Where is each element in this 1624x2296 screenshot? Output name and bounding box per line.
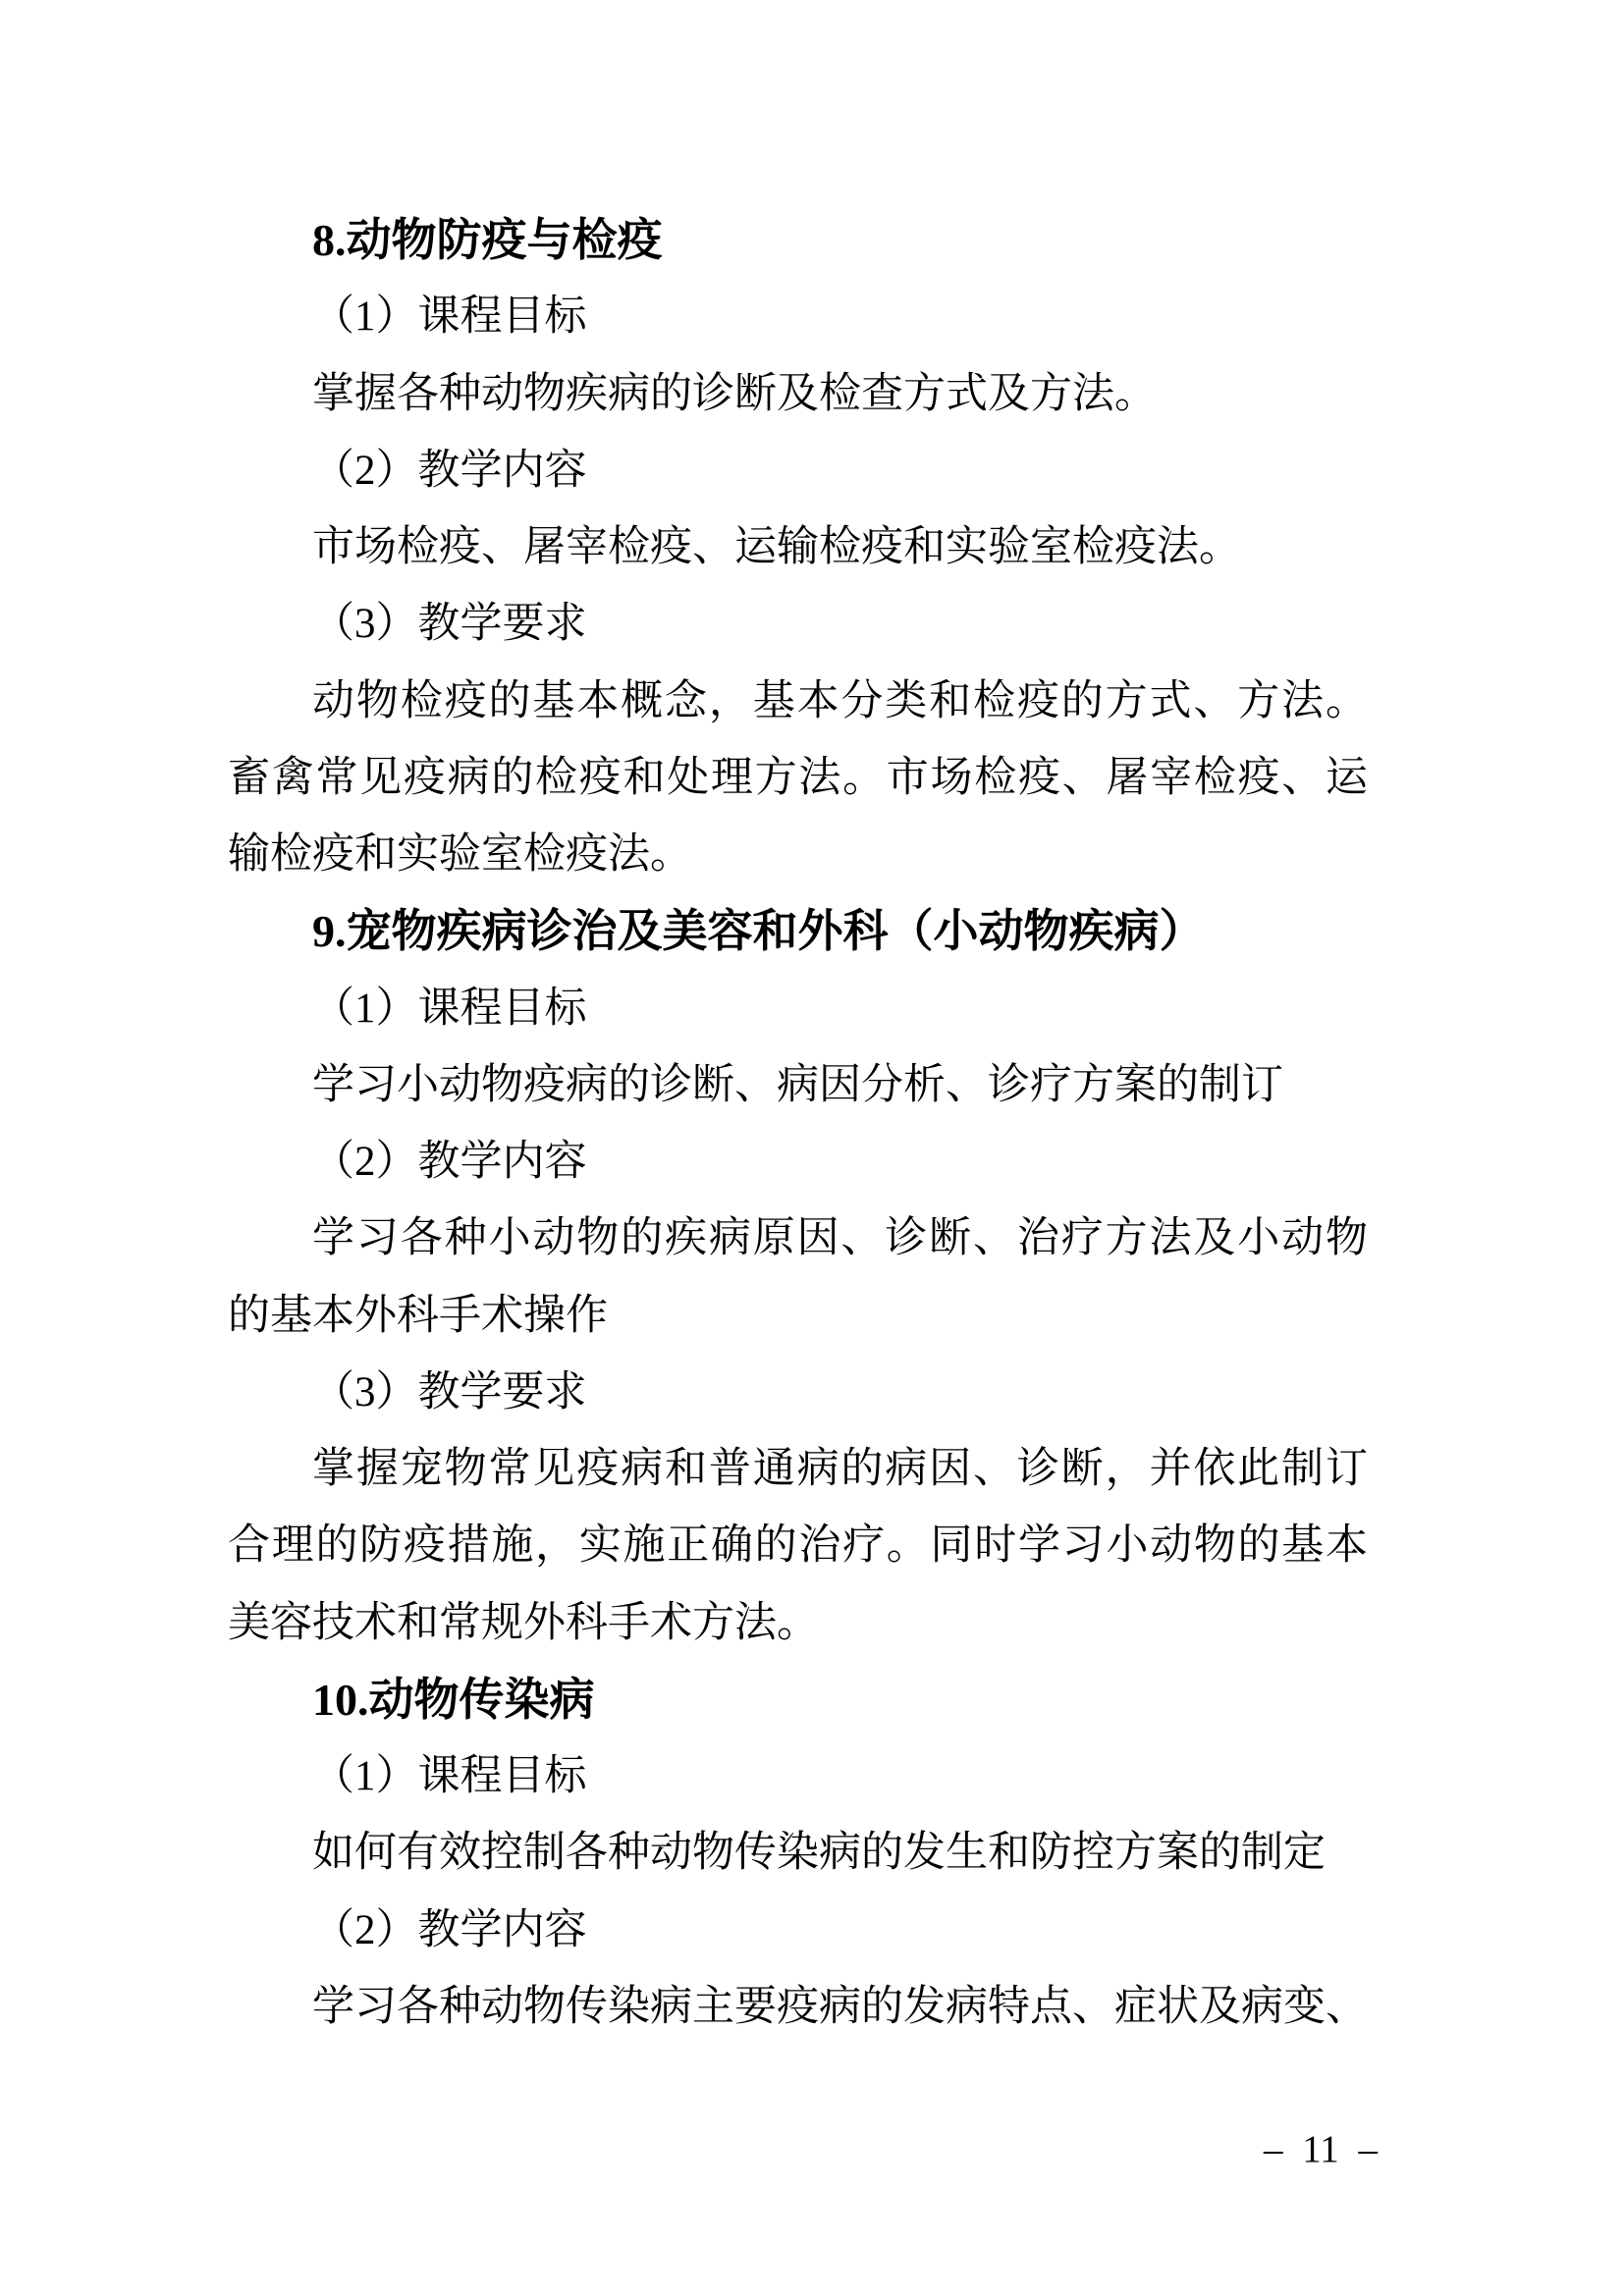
text-line: 学习小动物疫病的诊断、病因分析、诊疗方案的制订 [312,1061,1283,1108]
text-line: 市场检疫、屠宰检疫、运输检疫和实验室检疫法。 [312,524,1241,570]
section-heading: 9.宠物疾病诊治及美容和外科（小动物疾病） [312,906,1205,957]
section-heading: 8.动物防疫与检疫 [312,215,663,265]
text-line: （2）教学内容 [312,1906,587,1953]
text-line: （2）教学内容 [312,1139,587,1185]
text-line: （3）教学要求 [312,1368,587,1415]
text-line: 输检疫和实验室检疫法。 [228,831,692,878]
text-line: 的基本外科手术操作 [228,1292,608,1339]
text-line: 如何有效控制各种动物传染病的发生和防控方案的制定 [312,1830,1326,1877]
text-line: 动物检疫的基本概念，基本分类和检疫的方式、方法。 [312,677,1368,724]
text-line: 学习各种小动物的疾病原因、诊断、治疗方法及小动物 [312,1215,1368,1262]
section-heading: 10.动物传染病 [312,1674,595,1725]
text-line: 畜禽常见疫病的检疫和处理方法。市场检疫、屠宰检疫、运 [228,754,1368,801]
text-line: （3）教学要求 [312,601,587,648]
text-line: 合理的防疫措施，实施正确的治疗。同时学习小动物的基本 [228,1522,1368,1570]
text-line: （2）教学内容 [312,447,587,494]
text-line: （1）课程目标 [312,294,587,341]
page-number: – 11 – [1263,2128,1379,2170]
text-lines [228,202,1368,2046]
text-line: 掌握宠物常见疫病和普通病的病因、诊断，并依此制订 [312,1446,1368,1492]
text-line: 掌握各种动物疾病的诊断及检查方式及方法。 [312,370,1157,417]
text-line: （1）课程目标 [312,1753,587,1799]
text-line: （1）课程目标 [312,985,587,1032]
text-line: 美容技术和常规外科手术方法。 [228,1599,819,1646]
text-line: 学习各种动物传染病主要疫病的发病特点、症状及病变、 [312,1983,1368,2030]
